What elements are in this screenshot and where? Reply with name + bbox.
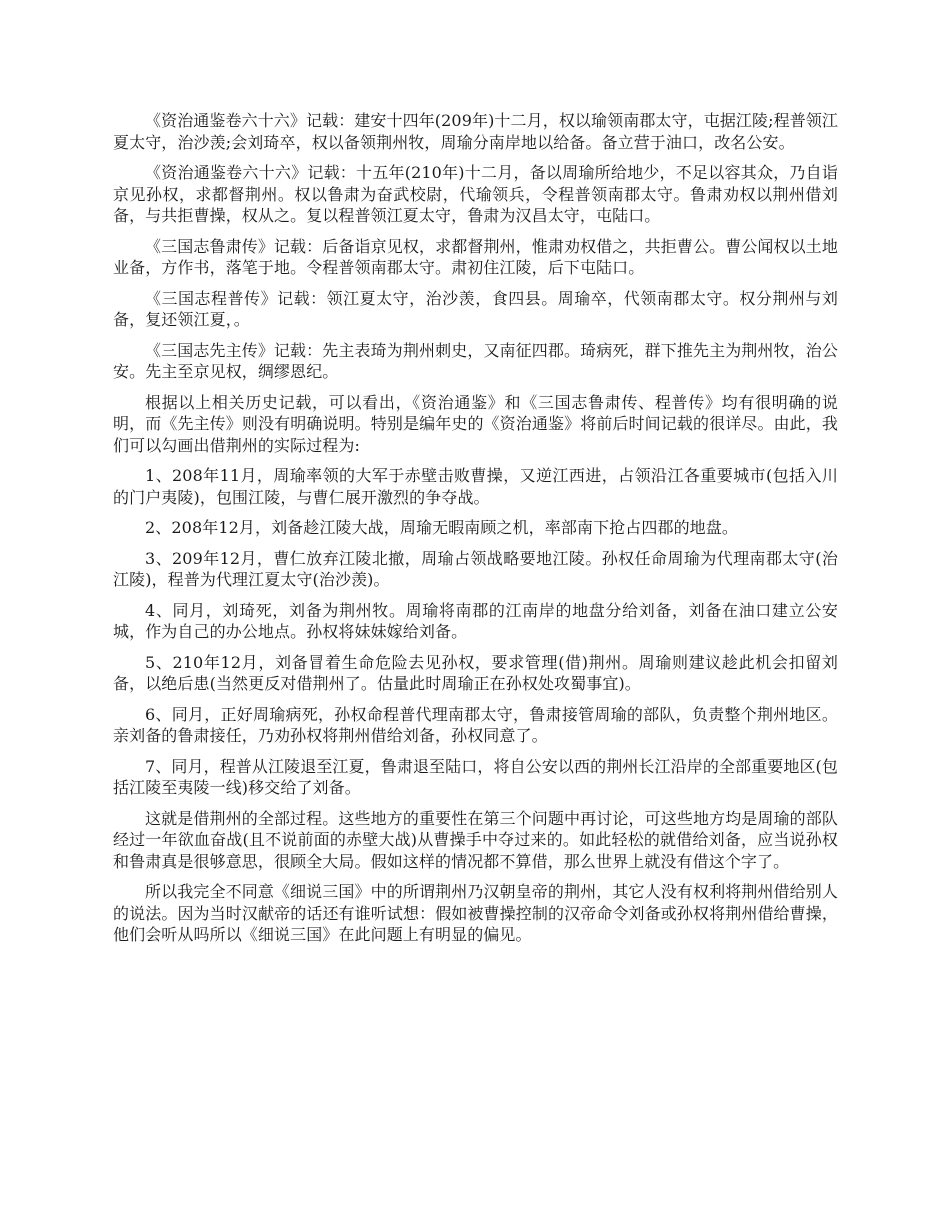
document-body [113, 110, 838, 955]
paragraph-analysis-intro: 根据以上相关历史记载，可以看出，《资治通鉴》和《三国志鲁肃传、程普传》均有很明确的说明，而《先主传》则没有明确说明。特别是编年史的《资治通鉴》将前后时间记载的很详尽。由此，我们可以勾画出借荆州的实际过程为: [113, 392, 838, 455]
paragraph-step-7: 7、同月，程普从江陵退至江夏，鲁肃退至陆口，将自公安以西的荆州长江沿岸的全部重要地区(包括江陵至夷陵一线)移交给了刘备。 [113, 756, 838, 797]
paragraph-step-6: 6、同月，正好周瑜病死，孙权命程普代理南郡太守，鲁肃接管周瑜的部队，负责整个荆州地区。亲刘备的鲁肃接任，乃劝孙权将荆州借给刘备，孙权同意了。 [113, 704, 838, 745]
paragraph-xianzhu-biography: 《三国志先主传》记载：先主表琦为荆州刺史，又南征四郡。琦病死，群下推先主为荆州牧，治公安。先主至京见权，绸缪恩纪。 [113, 340, 838, 381]
paragraph-step-5: 5、210年12月，刘备冒着生命危险去见孙权，要求管理(借)荆州。周瑜则建议趁此机会扣留刘备，以绝后患(当然更反对借荆州了。估量此时周瑜正在孙权处攻蜀事宜)。 [113, 652, 838, 693]
paragraph-chengpu-biography: 《三国志程普传》记载：领江夏太守，治沙羡，食四县。周瑜卒，代领南郡太守。权分荆州与刘备，复还领江夏，。 [113, 288, 838, 329]
paragraph-zizhi-tongjian-209: 《资治通鉴卷六十六》记载：建安十四年(209年)十二月，权以瑜领南郡太守，屯据江陵;程普领江夏太守，治沙羡;会刘琦卒，权以备领荆州牧，周瑜分南岸地以给备。备立营于油口，改名公安。 [113, 111, 839, 152]
paragraph-summary: 这就是借荆州的全部过程。这些地方的重要性在第三个问题中再讨论，可这些地方均是周瑜的部队经过一年欲血奋战(且不说前面的赤壁大战)从曹操手中夺过来的。如此轻松的就借给刘备，应当说孙权和鲁肃真是很够意思，很顾全大局。假如这样的情况都不算借，那么世界上就没有借这个字了。 [113, 808, 838, 871]
paragraph-step-1: 1、208年11月，周瑜率领的大军于赤壁击败曹操，又逆江西进，占领沿江各重要城市(包括入川的门户夷陵)，包围江陵，与曹仁展开激烈的争夺战。 [113, 466, 838, 507]
paragraph-step-4: 4、同月，刘琦死，刘备为荆州牧。周瑜将南郡的江南岸的地盘分给刘备，刘备在油口建立公安城，作为自己的办公地点。孙权将妹妹嫁给刘备。 [113, 600, 838, 641]
paragraph-zizhi-tongjian-210: 《资治通鉴卷六十六》记载：十五年(210年)十二月，备以周瑜所给地少，不足以容其众，乃自诣京见孙权，求都督荆州。权以鲁肃为奋武校尉，代瑜领兵，令程普领南郡太守。鲁肃劝权以荆州借刘备，与共拒曹操，权从之。复以程普领江夏太守，鲁肃为汉昌太守，屯陆口。 [113, 163, 838, 225]
paragraph-step-3: 3、209年12月，曹仁放弃江陵北撤，周瑜占领战略要地江陵。孙权任命周瑜为代理南郡太守(治江陵)，程普为代理江夏太守(治沙羡)。 [113, 548, 838, 589]
paragraph-lusu-biography: 《三国志鲁肃传》记载：后备诣京见权，求都督荆州，惟肃劝权借之，共拒曹公。曹公闻权以土地业备，方作书，落笔于地。令程普领南郡太守。肃初住江陵，后下屯陆口。 [113, 236, 838, 277]
paragraph-conclusion: 所以我完全不同意《细说三国》中的所谓荆州乃汉朝皇帝的荆州，其它人没有权利将荆州借给别人的说法。因为当时汉献帝的话还有谁听试想：假如被曹操控制的汉帝命令刘备或孙权将荆州借给曹操，他们会听从吗所以《细说三国》在此问题上有明显的偏见。 [113, 882, 838, 944]
paragraph-step-2: 2、208年12月，刘备趁江陵大战，周瑜无暇南顾之机，率部南下抢占四郡的地盘。 [145, 518, 738, 537]
